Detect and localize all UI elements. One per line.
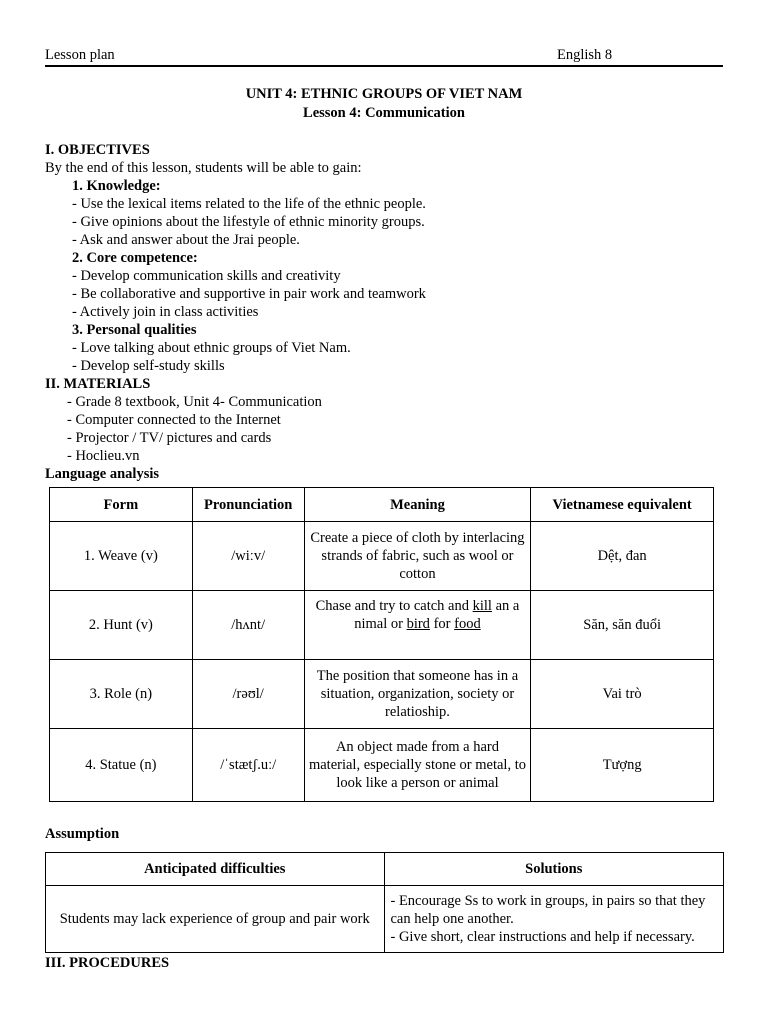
solution-item: - Give short, clear instructions and help if necessary. [390, 929, 695, 945]
header-subject: English 8 [557, 47, 613, 63]
meaning-text: an a nimal or [354, 598, 520, 632]
materials-item: - Hoclieu.vn [67, 448, 140, 464]
core-item: - Develop communication skills and creativity [72, 268, 341, 284]
vietnamese-cell: Săn, săn đuổi [531, 591, 714, 660]
personal-item: - Develop self-study skills [72, 358, 225, 374]
knowledge-item: - Ask and answer about the Jrai people. [72, 232, 300, 248]
objectives-section [45, 141, 723, 483]
meaning-cell: Create a piece of cloth by interlacing strands of fabric, such as wool or cotton [304, 522, 531, 591]
solution-item: - Encourage Ss to work in groups, in pairs so that they can help one another. [390, 893, 706, 927]
table-header-row [46, 853, 724, 886]
unit-title: UNIT 4: ETHNIC GROUPS OF VIET NAM [245, 86, 523, 102]
meaning-cell [304, 591, 531, 660]
materials-item: - Grade 8 textbook, Unit 4- Communication [67, 394, 322, 410]
materials-heading: II. MATERIALS [45, 376, 151, 392]
assumption-heading: Assumption [45, 826, 120, 842]
knowledge-item: - Use the lexical items related to the life of the ethnic people. [72, 196, 426, 212]
title-block [45, 85, 723, 123]
table-row [50, 729, 714, 802]
table-row [50, 591, 714, 660]
objectives-heading: I. OBJECTIVES [45, 142, 150, 158]
pronunciation-cell: /rəʊl/ [192, 660, 304, 729]
meaning-cell: The position that someone has in a situation, organization, society or relatioship. [304, 660, 531, 729]
materials-item: - Projector / TV/ pictures and cards [67, 430, 272, 446]
solutions-cell [384, 886, 724, 953]
vietnamese-cell: Tượng [531, 729, 714, 802]
form-cell: 2. Hunt (v) [50, 591, 193, 660]
meaning-text: for [429, 616, 455, 632]
pronunciation-cell: /wiːv/ [192, 522, 304, 591]
vietnamese-cell: Vai trò [531, 660, 714, 729]
column-header: Form [50, 488, 193, 522]
language-analysis-heading: Language analysis [45, 466, 160, 482]
table-header-row [50, 488, 714, 522]
vietnamese-cell: Dệt, đan [531, 522, 714, 591]
pronunciation-cell: /ˈstætʃ.uː/ [192, 729, 304, 802]
lesson-title: Lesson 4: Communication [303, 105, 465, 121]
form-cell: 3. Role (n) [50, 660, 193, 729]
meaning-cell: An object made from a hard material, especially stone or metal, to look like a person or animal [304, 729, 531, 802]
underlined-word: bird [406, 616, 430, 632]
procedures-heading: III. PROCEDURES [45, 955, 170, 971]
language-analysis-table [49, 487, 714, 802]
personal-qualities-heading: 3. Personal qualities [72, 322, 197, 338]
table-row [46, 886, 724, 953]
difficulty-cell: Students may lack experience of group and pair work [46, 886, 385, 953]
meaning-text: Chase and try to catch and [315, 598, 473, 614]
knowledge-heading: 1. Knowledge: [72, 178, 161, 194]
page-header [45, 46, 723, 67]
column-header: Anticipated difficulties [46, 853, 385, 886]
core-item: - Actively join in class activities [72, 304, 259, 320]
column-header: Solutions [384, 853, 724, 886]
objectives-intro: By the end of this lesson, students will be able to gain: [45, 160, 362, 176]
table-row [50, 660, 714, 729]
core-item: - Be collaborative and supportive in pair work and teamwork [72, 286, 426, 302]
core-competence-heading: 2. Core competence: [72, 250, 198, 266]
header-lesson-plan: Lesson plan [45, 47, 115, 63]
form-cell: 4. Statue (n) [50, 729, 193, 802]
underlined-word: food [454, 616, 481, 632]
pronunciation-cell: /hʌnt/ [192, 591, 304, 660]
form-cell: 1. Weave (v) [50, 522, 193, 591]
table-row [50, 522, 714, 591]
personal-item: - Love talking about ethnic groups of Viet Nam. [72, 340, 351, 356]
underlined-word: kill [472, 598, 492, 614]
column-header: Pronunciation [192, 488, 304, 522]
knowledge-item: - Give opinions about the lifestyle of ethnic minority groups. [72, 214, 425, 230]
materials-item: - Computer connected to the Internet [67, 412, 281, 428]
assumption-table [45, 852, 724, 953]
column-header: Vietnamese equivalent [531, 488, 714, 522]
column-header: Meaning [304, 488, 531, 522]
